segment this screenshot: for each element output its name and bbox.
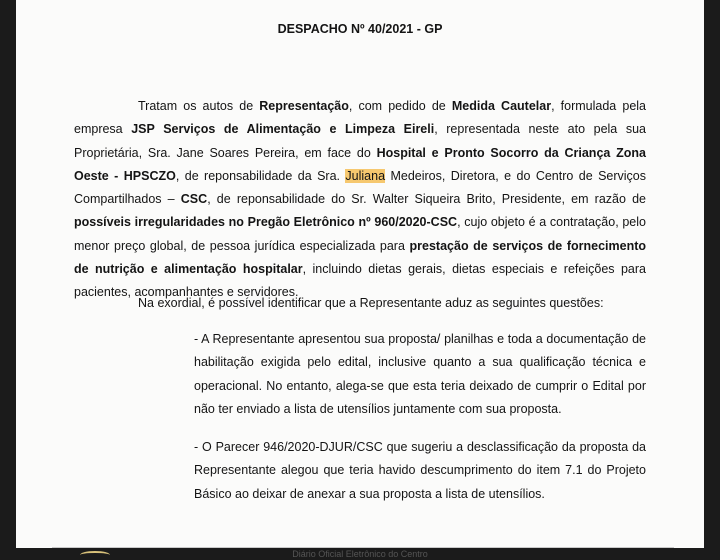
p1-text-8: , cujo objeto é a contratação, pelo menor preço global, de pessoa jurídica especializada para — [74, 215, 646, 253]
p1-bold-7: prestação de serviços de fornecimento de nutrição e alimentação hospitalar — [74, 238, 647, 277]
p1-bold-2: Medida Cautelar — [451, 99, 552, 113]
paragraph-2: Na exordial, é possível identificar que a Representante aduz as seguintes questões: — [138, 296, 604, 310]
p1-text-6: Medeiros, Diretora, e do Centro de Serviços Compartilhados – — [74, 168, 647, 207]
p1-text-1: Tratam os autos de — [138, 99, 260, 113]
document-page — [16, 0, 704, 559]
p1-bold-3: JSP Serviços de Alimentação e Limpeza Eireli — [131, 122, 435, 137]
p1-bold-6: possíveis irregularidades no Pregão Eletrônico nº 960/2020-CSC — [74, 215, 458, 230]
p1-text-2: , com pedido de — [348, 99, 452, 113]
p1-text-4: , representada neste ato pela sua Proprietária, Sra. Jane Soares Pereira, em face do — [74, 122, 646, 160]
p1-bold-5: CSC — [180, 192, 208, 207]
p1-text-7: , de reponsabilidade do Sr. Walter Siqueira Brito, Presidente, em razão de — [207, 192, 646, 207]
list-item: - O Parecer 946/2020-DJUR/CSC que sugeriu a desclassificação da proposta da Representante alegou que teria havido descumprimento do item 7.1 do Projeto Básico ao deixar de anexar a sua proposta a lista de utensílios. — [194, 440, 646, 501]
p1-bold-1: Representação — [259, 99, 349, 113]
p1-bold-4: Hospital e Pronto Socorro da Criança Zona Oeste - HPSCZO — [74, 145, 646, 183]
footer-text: Diário Oficial Eletrônico do Centro — [292, 549, 428, 559]
footer-divider — [52, 547, 674, 548]
p1-text-5: , de reponsabilidade da Sra. — [175, 168, 346, 183]
p1-text-3: , formulada pela empresa — [74, 99, 646, 137]
list-item: - A Representante apresentou sua proposta/ planilhas e toda a documentação de habilitação exigida pelo edital, inclusive quanto a sua qualificação técnica e operacional. No entanto, alega-se que esta teria deixado de cumprir o Edital por não ter enviado a lista de utensílios juntamente com sua proposta. — [194, 332, 646, 416]
paragraph-1 — [74, 95, 646, 305]
p1-text-9: , incluindo dietas gerais, dietas especiais e refeições para pacientes, acompanhantes e servidores. — [74, 262, 646, 300]
document-title: DESPACHO Nº 40/2021 - GP — [277, 22, 443, 36]
highlighted-name: Juliana — [345, 168, 386, 183]
